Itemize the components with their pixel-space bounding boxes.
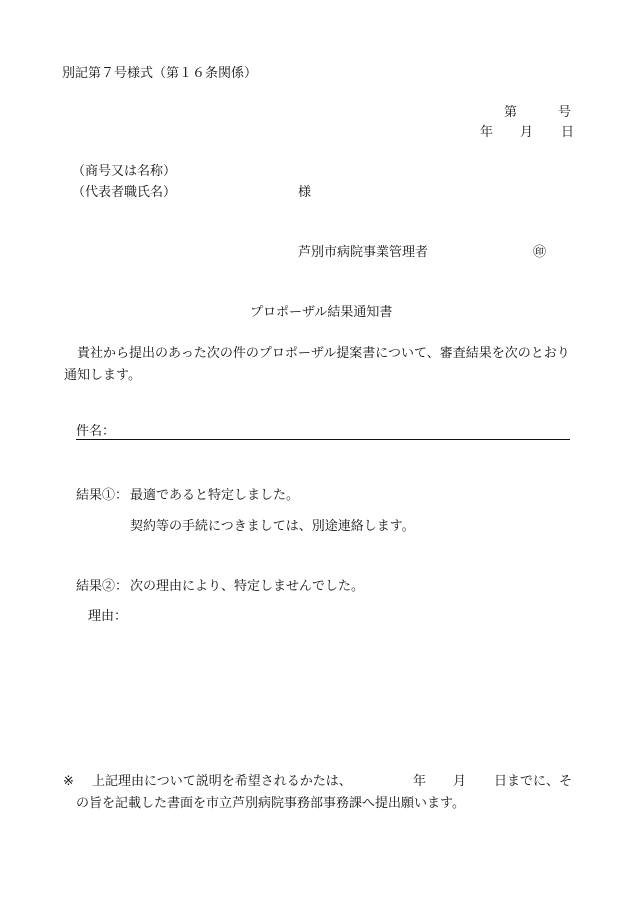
footnote-year: 年	[413, 774, 427, 789]
representative-label: （代表者職氏名）	[72, 185, 177, 200]
footnote-month: 月	[453, 774, 467, 789]
company-name-label: （商号又は名称）	[72, 164, 177, 179]
sender-title: 芦別市病院事業管理者	[298, 245, 429, 260]
seal-mark: ㊞	[533, 245, 547, 260]
date-year: 年	[480, 125, 494, 140]
intro-paragraph: 貴社から提出のあった次の件のプロポーザル提案書について、審査結果を次のとおり通知します。	[64, 346, 570, 383]
document-title: プロポーザル結果通知書	[250, 305, 393, 320]
result2-label: 結果②：	[76, 579, 129, 594]
footnote-text-part2: 日までに、そ	[494, 774, 573, 789]
subject-label: 件名：	[76, 424, 116, 439]
footnote-mark: ※	[63, 774, 74, 789]
result1-text: 最適であると特定しました。	[130, 488, 300, 503]
result2-text: 次の理由により、特定しませんでした。	[130, 579, 365, 594]
number-suffix: 号	[558, 105, 572, 120]
honorific: 様	[298, 185, 312, 200]
date-month: 月	[520, 125, 534, 140]
result1-note: 契約等の手続につきましては、別途連絡します。	[130, 519, 415, 534]
footnote-text-part1: 上記理由について説明を希望されるかたは、	[92, 774, 352, 789]
number-prefix: 第	[504, 105, 518, 120]
form-label: 別記第７号様式（第１６条関係）	[62, 66, 258, 81]
date-day: 日	[561, 125, 575, 140]
subject-underline	[76, 439, 570, 440]
reason-label: 理由：	[88, 609, 128, 624]
result1-label: 結果①：	[76, 488, 129, 503]
footnote-line2: の旨を記載した書面を市立芦別病院事務部事務課へ提出願います。	[76, 796, 465, 811]
